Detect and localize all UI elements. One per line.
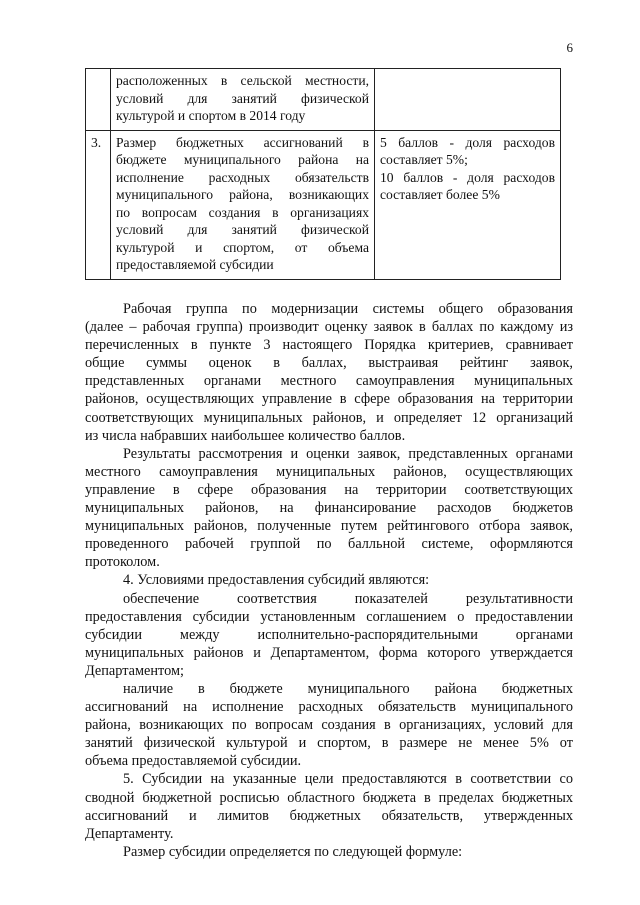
table-row [86, 130, 561, 279]
paragraph-line: муниципальных районов и Департаментом, форма которого утверждается [85, 644, 573, 661]
paragraph-line: 4. Условиями предоставления субсидий являются: [123, 572, 430, 589]
paragraph-line: района, возникающих по вопросам создания в организациях, условий для [85, 717, 573, 734]
table-row [86, 69, 561, 131]
paragraph-line: муниципальных районов, полученные путем рейтингового отбора заявок, [85, 518, 573, 535]
criterion-line: культурой и спортом в 2014 году [116, 108, 306, 123]
score-line: 10 баллов - доля расходов [380, 169, 555, 185]
paragraph [85, 571, 573, 589]
criterion-line: Размер бюджетных ассигнований в [116, 134, 369, 150]
criterion-line: муниципального района, возникающих [116, 187, 369, 202]
paragraph-line: представленных органами местного самоуправления муниципальных [85, 373, 573, 390]
paragraph-line: ассигнований на исполнение расходных обязательств муниципального [85, 699, 573, 716]
score-line: 5 баллов - доля расходов [380, 134, 555, 150]
paragraph-line: местного самоуправления муниципальных районов, осуществляющих [85, 463, 573, 480]
paragraph-line: 5. Субсидии на указанные цели предоставляются в соответствии со [123, 771, 573, 788]
paragraph-line: Департаментом; [85, 662, 184, 679]
paragraph-line: Рабочая группа по модернизации системы общего образования [123, 301, 573, 317]
paragraph-line: Департаменту. [85, 825, 174, 842]
paragraph [85, 590, 573, 680]
paragraph-line: соответствующих муниципальных районов, и определяет 12 организаций [85, 409, 573, 426]
criterion-line: бюджете муниципального района на [116, 152, 369, 167]
paragraph-line: субсидии между исполнительно-распорядительными органами [85, 626, 573, 643]
paragraph [85, 770, 573, 842]
paragraph-line: перечисленных в пункте 3 настоящего Порядка критериев, сравнивает [85, 337, 573, 354]
paragraph-line: обеспечение соответствия показателей результативности [123, 590, 573, 607]
criterion-line: условий для занятий физической [116, 90, 369, 106]
criterion-line: предоставляемой субсидии [116, 257, 274, 272]
paragraph-line: из числа набравших наибольшее количество баллов. [85, 427, 406, 444]
criterion-line: условий для занятий физической [116, 222, 369, 237]
paragraph [85, 445, 573, 572]
score-cell [375, 69, 561, 131]
paragraph-line: протоколом. [85, 554, 160, 571]
criterion-line: по вопросам создания в организациях [116, 204, 369, 220]
paragraph [85, 843, 573, 861]
criterion-line: исполнение расходных обязательств [116, 169, 369, 185]
score-cell [375, 130, 561, 279]
paragraph-line: предоставления субсидии установленным соглашением о предоставлении [85, 608, 573, 625]
paragraph-line: проведенного рабочей группой по балльной системе, оформляются [85, 536, 573, 553]
criteria-table [85, 68, 561, 280]
row-number-cell [86, 69, 111, 131]
paragraph-line: муниципальных районов, на финансирование расходов бюджетов [85, 500, 573, 517]
paragraph [85, 680, 573, 770]
paragraph-line: районов, осуществляющих управление в сфере образования на территории [85, 391, 573, 408]
criteria-table-body [86, 69, 561, 280]
paragraph-line: (далее – рабочая группа) производит оценку заявок в баллах по каждому из [85, 319, 573, 336]
criterion-line: расположенных в сельской местности, [116, 73, 369, 88]
criterion-cell [111, 130, 375, 279]
paragraph-line: объема предоставляемой субсидии. [85, 753, 302, 770]
document-body [85, 300, 573, 861]
paragraph-line: ассигнований и лимитов бюджетных обязательств, утвержденных [85, 807, 573, 824]
paragraph-line: общие суммы оценок в баллах, выстраивая рейтинг заявок, [85, 355, 573, 372]
score-line: составляет более 5% [380, 187, 500, 202]
paragraph-line: сводной бюджетной росписью областного бюджета в пределах бюджетных [85, 789, 573, 806]
page-number: 6 [566, 40, 573, 55]
paragraph-line: наличие в бюджете муниципального района бюджетных [123, 680, 573, 697]
paragraph-line: занятий физической культурой и спортом, в размере не менее 5% от [85, 735, 573, 752]
paragraph-line: управление в сфере образования на территории соответствующих [85, 481, 573, 498]
row-number-cell: 3. [86, 130, 111, 279]
criterion-cell [111, 69, 375, 131]
paragraph-line: Результаты рассмотрения и оценки заявок, представленных органами [123, 445, 573, 462]
paragraph-line: Размер субсидии определяется по следующей формуле: [123, 843, 463, 860]
criterion-line: культурой и спортом, от объема [116, 239, 369, 255]
paragraph [85, 300, 573, 445]
score-line: составляет 5%; [380, 152, 468, 167]
